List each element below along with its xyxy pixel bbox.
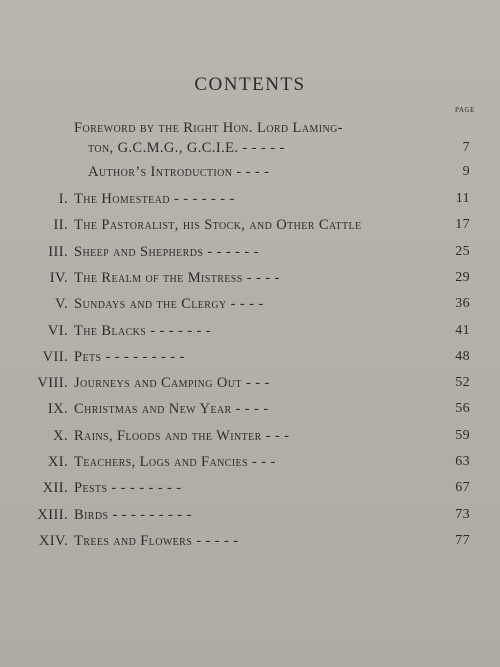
chapter-page-number: 41: [455, 322, 470, 338]
chapter-title: Sundays and the Clergy - - - -: [74, 296, 264, 313]
chapter-number: X.: [53, 427, 68, 444]
chapter-number: XIV.: [38, 532, 68, 549]
chapter-number: XI.: [47, 454, 68, 470]
chapter-number: VI.: [47, 322, 68, 339]
chapter-title: Christmas and New Year - - - -: [74, 401, 269, 418]
chapter-page-number: 25: [455, 243, 470, 259]
chapter-page-number: 29: [455, 269, 470, 285]
chapter-page-number: 63: [455, 454, 470, 469]
chapter-number: VIII.: [37, 375, 68, 392]
chapter-title: Pests - - - - - - - -: [74, 480, 182, 497]
chapter-number: IV.: [49, 269, 68, 286]
chapter-number: I.: [58, 191, 68, 207]
toc-entry-chapter: [0, 428, 500, 448]
chapter-number: VII.: [42, 348, 68, 365]
toc-entry-chapter: [0, 191, 500, 211]
chapter-title: Trees and Flowers - - - - -: [74, 532, 239, 549]
chapter-title: Sheep and Shepherds - - - - - -: [74, 243, 259, 260]
foreword-line-2: ton, G.C.M.G., G.C.I.E. - - - - -: [88, 140, 285, 156]
contents-heading: CONTENTS: [194, 74, 306, 95]
foreword-page-number: 7: [462, 140, 470, 155]
chapter-page-number: 52: [455, 375, 470, 391]
chapter-title: The Homestead - - - - - - -: [74, 191, 235, 207]
chapter-page-number: 56: [455, 401, 470, 417]
chapter-number: II.: [53, 217, 68, 234]
toc-entry-chapter: [0, 454, 500, 474]
toc-entry-chapter: [0, 507, 500, 527]
chapter-page-number: 11: [455, 191, 470, 206]
chapter-page-number: 17: [455, 217, 470, 233]
toc-entry-chapter: [0, 244, 500, 264]
chapter-number: IX.: [47, 401, 68, 418]
toc-entry-chapter: [0, 323, 500, 343]
introduction-title: Author’s Introduction - - - -: [88, 164, 270, 180]
chapter-title: Journeys and Camping Out - - -: [74, 375, 270, 392]
toc-entry-chapter: [0, 296, 500, 316]
chapter-page-number: 77: [455, 532, 470, 548]
chapter-title: Teachers, Logs and Fancies - - -: [74, 454, 276, 470]
toc-entry-introduction: [0, 164, 500, 184]
page-column-label: PAGE: [455, 106, 476, 114]
chapter-title: The Realm of the Mistress - - - -: [74, 269, 280, 286]
chapter-title: Pets - - - - - - - - -: [74, 348, 185, 365]
chapter-page-number: 67: [455, 480, 470, 496]
chapter-number: III.: [48, 243, 68, 260]
chapter-number: XII.: [42, 480, 68, 497]
chapter-title: Rains, Floods and the Winter - - -: [74, 427, 290, 444]
toc-entry-chapter: [0, 401, 500, 421]
chapter-title: The Blacks - - - - - - -: [74, 322, 212, 339]
toc-entry-chapter: [0, 480, 500, 500]
toc-entry-chapter: [0, 349, 500, 369]
chapter-title: The Pastoralist, his Stock, and Other Cattle: [74, 217, 362, 234]
toc-entry-chapter: [0, 270, 500, 290]
chapter-page-number: 59: [455, 427, 470, 443]
toc-entry-chapter: [0, 533, 500, 553]
foreword-line-1: Foreword by the Right Hon. Lord Laming-: [74, 120, 343, 136]
chapter-page-number: 36: [455, 296, 470, 312]
toc-entry-chapter: [0, 217, 500, 237]
toc-entry-foreword: [0, 120, 500, 162]
toc-entry-chapter: [0, 375, 500, 395]
chapter-number: XIII.: [37, 506, 68, 523]
chapter-number: V.: [54, 296, 68, 313]
introduction-page-number: 9: [462, 164, 470, 179]
chapter-page-number: 73: [455, 506, 470, 522]
chapter-title: Birds - - - - - - - - -: [74, 506, 192, 523]
chapter-page-number: 48: [455, 348, 470, 364]
